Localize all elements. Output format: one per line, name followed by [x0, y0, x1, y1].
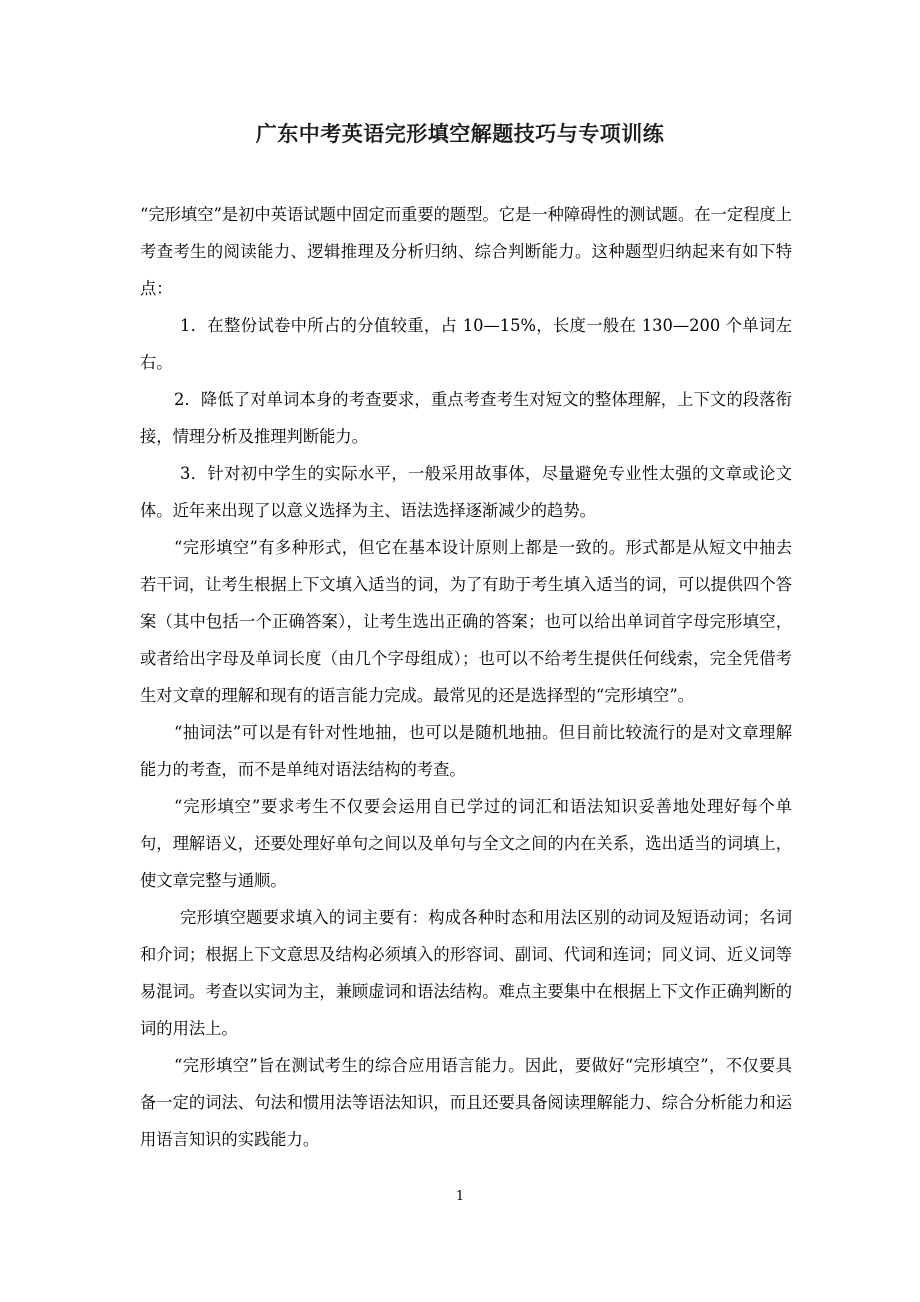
paragraph-forms: “完形填空”有多种形式，但它在基本设计原则上都是一致的。形式都是从短文中抽去若干词，让考生根据上下文填入适当的词，为了有助于考生填入适当的词，可以提供四个答案（其中包括一个正确答案），让考生选出正确的答案；也可以给出单词首字母完形填空，或者给出字母及单词长度（由几个字母组成）；也可以不给考生提供任何线索，完全凭借考生对文章的理解和现有的语言能力完成。最常见的还是选择型的“完形填空”。	[140, 538, 792, 705]
document-title: 广东中考英语完形填空解题技巧与专项训练	[255, 122, 665, 146]
paragraph-feature-2: 2．降低了对单词本身的考查要求，重点考查考生对短文的整体理解，上下文的段落衔接，情理分析及推理判断能力。	[140, 390, 792, 446]
paragraph-feature-1: 1．在整份试卷中所占的分值较重，占 10—15%，长度一般在 130—200 个单词左右。	[140, 316, 792, 372]
paragraph-requirements: “完形填空”要求考生不仅要会运用自已学过的词汇和语法知识妥善地处理好每个单句，理解语义，还要处理好单句之间以及单句与全文之间的内在关系，选出适当的词填上，使文章完整与通顺。	[140, 797, 792, 890]
paragraph-purpose: “完形填空”旨在测试考生的综合应用语言能力。因此，要做好“完形填空”，不仅要具备一定的词法、句法和惯用法等语法知识，而且还要具备阅读理解能力、综合分析能力和运用语言知识的实践能力。	[140, 1056, 792, 1149]
paragraph-intro: “完形填空”是初中英语试题中固定而重要的题型。它是一种障碍性的测试题。在一定程度上考查考生的阅读能力、逻辑推理及分析归纳、综合判断能力。这种题型归纳起来有如下特点：	[140, 205, 792, 298]
paragraph-extraction-method: “抽词法”可以是有针对性地抽，也可以是随机地抽。但目前比较流行的是对文章理解能力的考查，而不是单纯对语法结构的考查。	[140, 723, 792, 779]
document-body	[140, 196, 792, 1158]
paragraph-word-types: 完形填空题要求填入的词主要有：构成各种时态和用法区别的动词及短语动词；名词和介词；根据上下文意思及结构必须填入的形容词、副词、代词和连词；同义词、近义词等易混词。考查以实词为主，兼顾虚词和语法结构。难点主要集中在根据上下文作正确判断的词的用法上。	[140, 908, 792, 1038]
page-number: 1	[455, 1189, 465, 1204]
paragraph-feature-3: 3．针对初中学生的实际水平，一般采用故事体，尽量避免专业性太强的文章或论文体。近年来出现了以意义选择为主、语法选择逐渐减少的趋势。	[140, 464, 792, 520]
